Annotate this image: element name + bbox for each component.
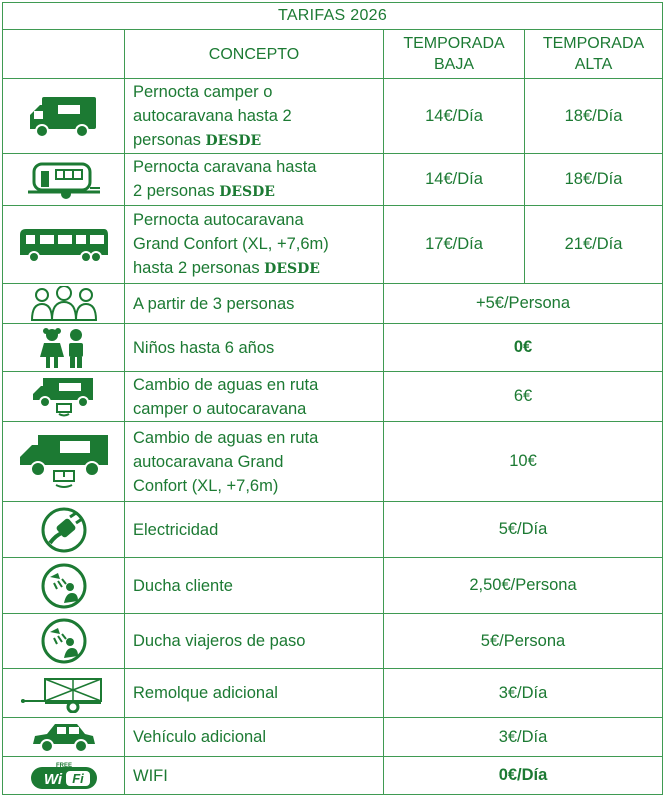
concept-cell <box>125 372 384 422</box>
table-row <box>3 284 663 324</box>
group-people-icon <box>3 284 125 324</box>
children-icon <box>3 324 125 372</box>
concept-text: Electricidad <box>133 520 219 539</box>
concept-text: hasta 2 personas <box>133 259 265 277</box>
concept-text: Confort (XL, +7,6m) <box>133 476 279 495</box>
low-season-price: 14€/Día <box>384 154 525 206</box>
concept-text: Ducha viajeros de paso <box>133 632 306 650</box>
price-cell: 10€ <box>384 422 663 502</box>
high-season-price: 18€/Día <box>525 154 663 206</box>
table-row <box>3 206 663 284</box>
motorhome-icon <box>3 206 125 284</box>
header-high-season-line1: TEMPORADA <box>542 35 645 52</box>
svg-text:Wi: Wi <box>43 770 62 788</box>
table-row <box>3 614 663 669</box>
price-cell: 0€ <box>384 324 663 372</box>
concept-text: Ducha cliente <box>133 576 233 595</box>
concept-cell <box>125 154 384 206</box>
price-cell: 0€/Día <box>384 757 663 795</box>
price-cell: 2,50€/Persona <box>384 558 663 614</box>
concept-cell <box>125 324 384 372</box>
concept-text: Grand Confort (XL, +7,6m) <box>133 235 329 253</box>
concept-cell <box>125 558 384 614</box>
shower-icon <box>3 558 125 614</box>
high-season-price: 21€/Día <box>525 206 663 284</box>
header-high-season <box>525 30 663 79</box>
desde-label: DESDE <box>264 261 320 277</box>
concept-text: Pernocta camper o <box>133 82 273 101</box>
table-row <box>3 718 663 757</box>
table-row <box>3 669 663 718</box>
table-row <box>3 558 663 614</box>
car-icon <box>3 718 125 757</box>
table-row <box>3 154 663 206</box>
table-row <box>3 422 663 502</box>
price-cell: 3€/Día <box>384 718 663 757</box>
table-row <box>3 372 663 422</box>
tariff-rows <box>3 79 663 795</box>
concept-text: Cambio de aguas en ruta <box>133 428 319 447</box>
concept-text: Niños hasta 6 años <box>133 338 275 357</box>
price-cell: 5€/Persona <box>384 614 663 669</box>
trailer-icon <box>3 669 125 718</box>
concept-text: Remolque adicional <box>133 684 278 702</box>
svg-text:FREE: FREE <box>55 762 72 769</box>
concept-cell <box>125 206 384 284</box>
concept-cell <box>125 422 384 502</box>
svg-text:Fi: Fi <box>71 770 84 786</box>
price-cell: 6€ <box>384 372 663 422</box>
concept-text: Pernocta autocaravana <box>133 211 304 229</box>
price-cell: 3€/Día <box>384 669 663 718</box>
header-low-season-line2: BAJA <box>433 56 474 73</box>
water-change-grand-icon <box>3 422 125 502</box>
concept-cell <box>125 502 384 558</box>
price-cell: 5€/Día <box>384 502 663 558</box>
header-icon-cell <box>3 30 125 79</box>
price-cell: +5€/Persona <box>384 284 663 324</box>
concept-text: WIFI <box>133 766 168 785</box>
concept-text: autocaravana hasta 2 <box>133 106 292 125</box>
concept-cell <box>125 79 384 154</box>
header-low-season-line1: TEMPORADA <box>403 35 505 52</box>
header-high-season-line2: ALTA <box>574 56 613 73</box>
desde-label: DESDE <box>219 184 275 200</box>
concept-text: autocaravana Grand <box>133 452 284 471</box>
concept-text: camper o autocaravana <box>133 399 307 418</box>
tariffs-table <box>2 2 663 795</box>
shower-icon <box>3 614 125 669</box>
electricity-plug-icon <box>3 502 125 558</box>
concept-cell <box>125 284 384 324</box>
desde-label: DESDE <box>205 132 262 149</box>
concept-text: Pernocta caravana hasta <box>133 158 317 176</box>
concept-cell <box>125 669 384 718</box>
concept-text: Cambio de aguas en ruta <box>133 375 319 394</box>
header-row <box>3 30 663 79</box>
title-row <box>3 3 663 30</box>
concept-cell <box>125 718 384 757</box>
water-change-camper-icon <box>3 372 125 422</box>
high-season-price: 18€/Día <box>525 79 663 154</box>
concept-text: A partir de 3 personas <box>133 294 295 313</box>
concept-text: 2 personas <box>133 182 220 200</box>
table-title: TARIFAS 2026 <box>3 3 663 30</box>
concept-text: Vehículo adicional <box>133 728 267 746</box>
header-low-season <box>384 30 525 79</box>
concept-text: personas <box>133 130 206 149</box>
table-row <box>3 502 663 558</box>
header-concept: CONCEPTO <box>125 30 384 79</box>
caravan-icon <box>3 154 125 206</box>
camper-van-icon <box>3 79 125 154</box>
table-row <box>3 79 663 154</box>
table-row <box>3 324 663 372</box>
concept-cell <box>125 614 384 669</box>
low-season-price: 17€/Día <box>384 206 525 284</box>
low-season-price: 14€/Día <box>384 79 525 154</box>
